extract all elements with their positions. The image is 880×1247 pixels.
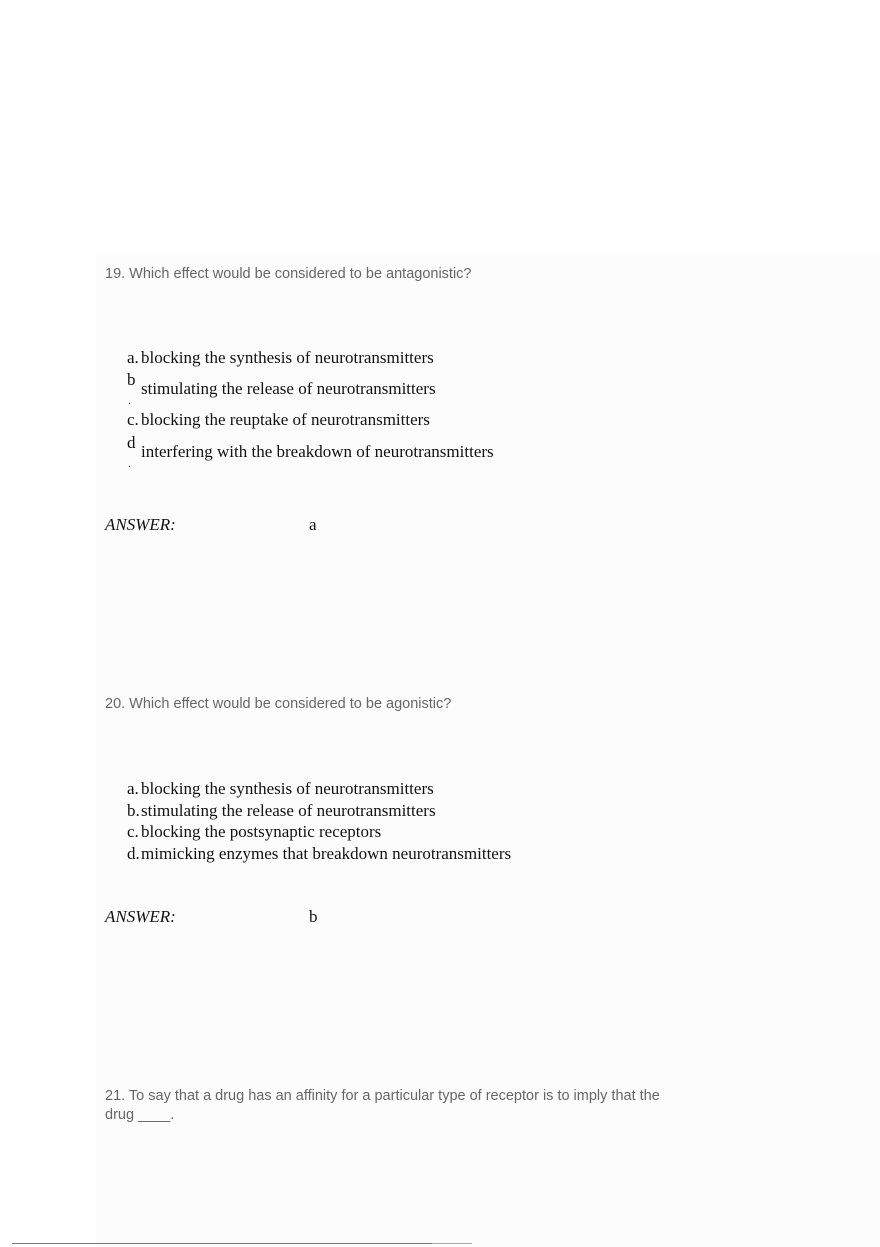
q19-answer-label: ANSWER: bbox=[105, 515, 176, 534]
q19-option-c: blocking the reuptake of neurotransmitters bbox=[141, 410, 430, 429]
q19-option-b-letter: b bbox=[127, 370, 136, 389]
q20-option-c: blocking the postsynaptic receptors bbox=[141, 822, 382, 841]
q20-option-a-letter: a. bbox=[127, 779, 139, 798]
q20-answer-value: b bbox=[309, 907, 318, 926]
q19-option-b-dot: . bbox=[128, 393, 131, 407]
question-21-text-line2: drug ____. bbox=[105, 1107, 175, 1123]
q19-answer-value: a bbox=[309, 515, 317, 534]
question-19-text: 19. Which effect would be considered to be antagonistic? bbox=[105, 266, 472, 282]
q19-option-b: stimulating the release of neurotransmitters bbox=[141, 379, 436, 398]
q19-option-d: interfering with the breakdown of neurotransmitters bbox=[141, 442, 494, 461]
q19-option-c-letter: c. bbox=[127, 410, 139, 429]
q20-option-b: stimulating the release of neurotransmitters bbox=[141, 801, 436, 820]
q19-option-d-dot: . bbox=[128, 456, 131, 470]
q20-option-b-letter: b. bbox=[127, 801, 140, 820]
q19-option-a: blocking the synthesis of neurotransmitters bbox=[141, 348, 434, 367]
q20-answer-label: ANSWER: bbox=[105, 907, 176, 926]
q19-option-a-letter: a. bbox=[127, 348, 139, 367]
q20-option-d-letter: d. bbox=[127, 844, 140, 863]
footer-rule-end bbox=[432, 1243, 472, 1244]
q20-option-d: mimicking enzymes that breakdown neurotransmitters bbox=[141, 844, 512, 863]
footer-rule bbox=[12, 1243, 432, 1244]
q20-option-c-letter: c. bbox=[127, 822, 139, 841]
question-20-text: 20. Which effect would be considered to be agonistic? bbox=[105, 696, 452, 712]
question-21-text-line1: 21. To say that a drug has an affinity for a particular type of receptor is to imply that the bbox=[105, 1088, 660, 1104]
q19-option-d-letter: d bbox=[127, 433, 136, 452]
q20-option-a: blocking the synthesis of neurotransmitters bbox=[141, 779, 434, 798]
